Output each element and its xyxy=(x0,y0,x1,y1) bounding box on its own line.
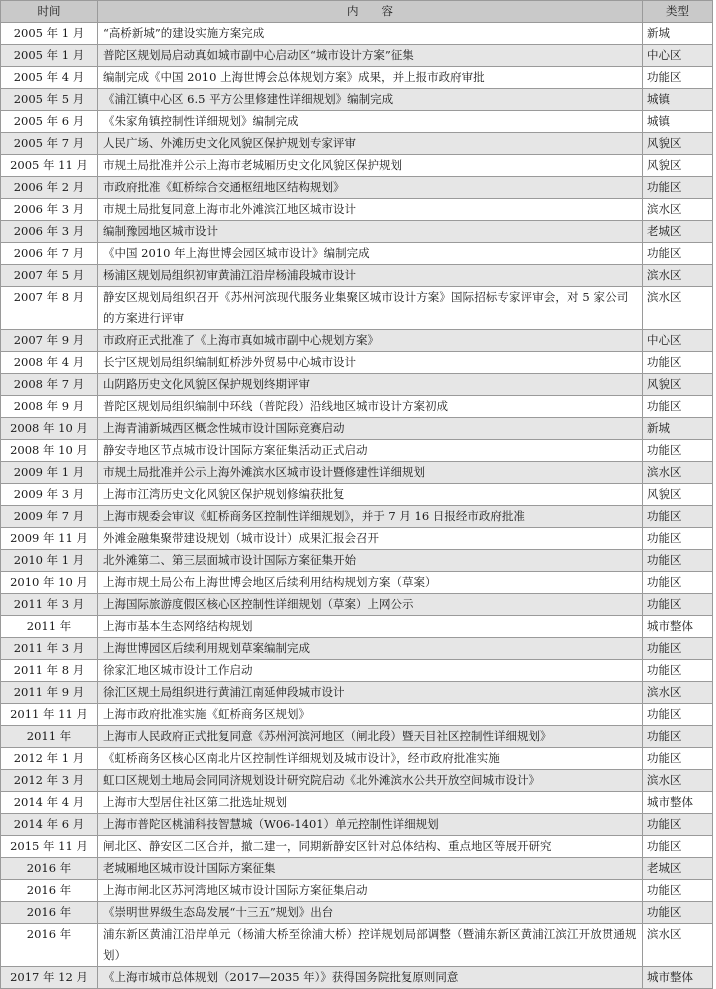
content-cell: 上海市闸北区苏河湾地区城市设计国际方案征集启动 xyxy=(98,880,643,902)
table-row xyxy=(1,221,713,243)
type-cell: 新城 xyxy=(643,23,713,45)
date-cell: 2016 年 xyxy=(1,924,98,967)
date-cell: 2010 年 10 月 xyxy=(1,572,98,594)
type-cell: 功能区 xyxy=(643,704,713,726)
content-cell: 上海国际旅游度假区核心区控制性详细规划（草案）上网公示 xyxy=(98,594,643,616)
content-cell: 普陀区规划局组织编制中环线（普陀段）沿线地区城市设计方案初成 xyxy=(98,396,643,418)
type-cell: 中心区 xyxy=(643,330,713,352)
type-cell: 功能区 xyxy=(643,550,713,572)
content-cell: 上海市基本生态网络结构规划 xyxy=(98,616,643,638)
content-cell: 市规土局批准并公示上海外滩滨水区城市设计暨修建性详细规划 xyxy=(98,462,643,484)
type-cell: 中心区 xyxy=(643,45,713,67)
type-cell: 新城 xyxy=(643,418,713,440)
content-cell: 虹口区规划土地局会同同济规划设计研究院启动《北外滩滨水公共开放空间城市设计》 xyxy=(98,770,643,792)
type-cell: 功能区 xyxy=(643,440,713,462)
date-cell: 2009 年 3 月 xyxy=(1,484,98,506)
table-row xyxy=(1,770,713,792)
date-cell: 2006 年 3 月 xyxy=(1,199,98,221)
table-row xyxy=(1,396,713,418)
table-row xyxy=(1,177,713,199)
table-row xyxy=(1,594,713,616)
date-cell: 2005 年 7 月 xyxy=(1,133,98,155)
content-cell: 《朱家角镇控制性详细规划》编制完成 xyxy=(98,111,643,133)
content-cell: 普陀区规划局启动真如城市副中心启动区“城市设计方案”征集 xyxy=(98,45,643,67)
date-cell: 2011 年 xyxy=(1,726,98,748)
date-cell: 2015 年 11 月 xyxy=(1,836,98,858)
type-cell: 功能区 xyxy=(643,396,713,418)
content-cell: 上海世博园区后续利用规划草案编制完成 xyxy=(98,638,643,660)
date-cell: 2011 年 xyxy=(1,616,98,638)
table-row xyxy=(1,265,713,287)
date-cell: 2006 年 7 月 xyxy=(1,243,98,265)
header-content: 内 容 xyxy=(98,1,643,23)
type-cell: 功能区 xyxy=(643,594,713,616)
table-row xyxy=(1,967,713,989)
content-cell: 北外滩第二、第三层面城市设计国际方案征集开始 xyxy=(98,550,643,572)
table-row xyxy=(1,682,713,704)
content-cell: 山阴路历史文化风貌区保护规划终期评审 xyxy=(98,374,643,396)
date-cell: 2014 年 4 月 xyxy=(1,792,98,814)
type-cell: 城市整体 xyxy=(643,792,713,814)
type-cell: 功能区 xyxy=(643,243,713,265)
type-cell: 滨水区 xyxy=(643,770,713,792)
header-row xyxy=(1,1,713,23)
table-row xyxy=(1,792,713,814)
type-cell: 风貌区 xyxy=(643,484,713,506)
content-cell: 上海市大型居住社区第二批选址规划 xyxy=(98,792,643,814)
date-cell: 2005 年 5 月 xyxy=(1,89,98,111)
type-cell: 功能区 xyxy=(643,528,713,550)
date-cell: 2011 年 3 月 xyxy=(1,594,98,616)
type-cell: 功能区 xyxy=(643,880,713,902)
date-cell: 2005 年 6 月 xyxy=(1,111,98,133)
type-cell: 功能区 xyxy=(643,902,713,924)
table-row xyxy=(1,462,713,484)
table-row xyxy=(1,23,713,45)
date-cell: 2009 年 11 月 xyxy=(1,528,98,550)
header-type: 类型 xyxy=(643,1,713,23)
date-cell: 2014 年 6 月 xyxy=(1,814,98,836)
content-cell: 市政府批准《虹桥综合交通枢纽地区结构规划》 xyxy=(98,177,643,199)
content-cell: 编制完成《中国 2010 上海世博会总体规划方案》成果，并上报市政府审批 xyxy=(98,67,643,89)
table-row xyxy=(1,155,713,177)
table-row xyxy=(1,660,713,682)
content-cell: 《中国 2010 年上海世博会园区城市设计》编制完成 xyxy=(98,243,643,265)
type-cell: 滨水区 xyxy=(643,462,713,484)
type-cell: 滨水区 xyxy=(643,287,713,330)
table-row xyxy=(1,814,713,836)
content-cell: 徐家汇地区城市设计工作启动 xyxy=(98,660,643,682)
date-cell: 2011 年 11 月 xyxy=(1,704,98,726)
date-cell: 2009 年 1 月 xyxy=(1,462,98,484)
content-cell: 上海市人民政府正式批复同意《苏州河滨河地区（闸北段）暨天目社区控制性详细规划》 xyxy=(98,726,643,748)
table-row xyxy=(1,836,713,858)
content-cell: 杨浦区规划局组织初审黄浦江沿岸杨浦段城市设计 xyxy=(98,265,643,287)
type-cell: 功能区 xyxy=(643,67,713,89)
date-cell: 2007 年 8 月 xyxy=(1,287,98,330)
table-row xyxy=(1,880,713,902)
table-row xyxy=(1,199,713,221)
date-cell: 2011 年 3 月 xyxy=(1,638,98,660)
type-cell: 老城区 xyxy=(643,221,713,243)
table-row xyxy=(1,352,713,374)
content-cell: 老城厢地区城市设计国际方案征集 xyxy=(98,858,643,880)
table-row xyxy=(1,902,713,924)
table-row xyxy=(1,550,713,572)
content-cell: 市规土局批复同意上海市北外滩滨江地区城市设计 xyxy=(98,199,643,221)
table-row xyxy=(1,484,713,506)
table-row xyxy=(1,638,713,660)
content-cell: “高桥新城”的建设实施方案完成 xyxy=(98,23,643,45)
date-cell: 2016 年 xyxy=(1,858,98,880)
table-row xyxy=(1,572,713,594)
content-cell: 上海市规土局公布上海世博会地区后续利用结构规划方案（草案） xyxy=(98,572,643,594)
table-row xyxy=(1,858,713,880)
table-row xyxy=(1,616,713,638)
table-row xyxy=(1,704,713,726)
date-cell: 2009 年 7 月 xyxy=(1,506,98,528)
type-cell: 滨水区 xyxy=(643,924,713,967)
date-cell: 2006 年 2 月 xyxy=(1,177,98,199)
content-cell: 闸北区、静安区二区合并，撤二建一，同期新静安区针对总体结构、重点地区等展开研究 xyxy=(98,836,643,858)
content-cell: 徐汇区规土局组织进行黄浦江南延伸段城市设计 xyxy=(98,682,643,704)
type-cell: 风貌区 xyxy=(643,133,713,155)
content-cell: 上海市规委会审议《虹桥商务区控制性详细规划》，并于 7 月 16 日报经市政府批准 xyxy=(98,506,643,528)
table-row xyxy=(1,528,713,550)
table-row xyxy=(1,924,713,967)
content-cell: 上海市政府批准实施《虹桥商务区规划》 xyxy=(98,704,643,726)
header-date: 时间 xyxy=(1,1,98,23)
type-cell: 功能区 xyxy=(643,748,713,770)
date-cell: 2008 年 10 月 xyxy=(1,418,98,440)
table-row xyxy=(1,67,713,89)
date-cell: 2016 年 xyxy=(1,902,98,924)
type-cell: 风貌区 xyxy=(643,155,713,177)
type-cell: 城镇 xyxy=(643,111,713,133)
type-cell: 滨水区 xyxy=(643,265,713,287)
table-row xyxy=(1,726,713,748)
content-cell: 《浦江镇中心区 6.5 平方公里修建性详细规划》编制完成 xyxy=(98,89,643,111)
content-cell: 市政府正式批准了《上海市真如城市副中心规划方案》 xyxy=(98,330,643,352)
content-cell: 《上海市城市总体规划（2017—2035 年）》获得国务院批复原则同意 xyxy=(98,967,643,989)
date-cell: 2006 年 3 月 xyxy=(1,221,98,243)
type-cell: 功能区 xyxy=(643,836,713,858)
type-cell: 功能区 xyxy=(643,814,713,836)
type-cell: 功能区 xyxy=(643,572,713,594)
type-cell: 功能区 xyxy=(643,352,713,374)
date-cell: 2011 年 8 月 xyxy=(1,660,98,682)
table-row xyxy=(1,89,713,111)
date-cell: 2011 年 9 月 xyxy=(1,682,98,704)
content-cell: 上海青浦新城西区概念性城市设计国际竞赛启动 xyxy=(98,418,643,440)
type-cell: 城镇 xyxy=(643,89,713,111)
content-cell: 外滩金融集聚带建设规划（城市设计）成果汇报会召开 xyxy=(98,528,643,550)
date-cell: 2017 年 12 月 xyxy=(1,967,98,989)
type-cell: 老城区 xyxy=(643,858,713,880)
type-cell: 功能区 xyxy=(643,660,713,682)
type-cell: 风貌区 xyxy=(643,374,713,396)
content-cell: 编制豫园地区城市设计 xyxy=(98,221,643,243)
table-row xyxy=(1,243,713,265)
content-cell: 《虹桥商务区核心区南北片区控制性详细规划及城市设计》，经市政府批准实施 xyxy=(98,748,643,770)
table-row xyxy=(1,287,713,330)
table-row xyxy=(1,45,713,67)
table-row xyxy=(1,330,713,352)
date-cell: 2010 年 1 月 xyxy=(1,550,98,572)
type-cell: 城市整体 xyxy=(643,967,713,989)
date-cell: 2008 年 7 月 xyxy=(1,374,98,396)
date-cell: 2012 年 1 月 xyxy=(1,748,98,770)
table-body xyxy=(1,23,713,989)
table-row xyxy=(1,111,713,133)
table-row xyxy=(1,418,713,440)
table-row xyxy=(1,506,713,528)
type-cell: 功能区 xyxy=(643,177,713,199)
type-cell: 滨水区 xyxy=(643,682,713,704)
type-cell: 功能区 xyxy=(643,638,713,660)
content-cell: 市规土局批准并公示上海市老城厢历史文化风貌区保护规划 xyxy=(98,155,643,177)
type-cell: 功能区 xyxy=(643,506,713,528)
date-cell: 2005 年 1 月 xyxy=(1,45,98,67)
date-cell: 2012 年 3 月 xyxy=(1,770,98,792)
content-cell: 静安寺地区节点城市设计国际方案征集活动正式启动 xyxy=(98,440,643,462)
content-cell: 人民广场、外滩历史文化风貌区保护规划专家评审 xyxy=(98,133,643,155)
type-cell: 滨水区 xyxy=(643,199,713,221)
content-cell: 长宁区规划局组织编制虹桥涉外贸易中心城市设计 xyxy=(98,352,643,374)
date-cell: 2008 年 10 月 xyxy=(1,440,98,462)
type-cell: 城市整体 xyxy=(643,616,713,638)
table-row xyxy=(1,440,713,462)
date-cell: 2005 年 4 月 xyxy=(1,67,98,89)
date-cell: 2005 年 11 月 xyxy=(1,155,98,177)
content-cell: 浦东新区黄浦江沿岸单元（杨浦大桥至徐浦大桥）控详规划局部调整（暨浦东新区黄浦江滨江开放贯通规划） xyxy=(98,924,643,967)
content-cell: 上海市江湾历史文化风貌区保护规划修编获批复 xyxy=(98,484,643,506)
date-cell: 2008 年 4 月 xyxy=(1,352,98,374)
content-cell: 《崇明世界级生态岛发展“十三五”规划》出台 xyxy=(98,902,643,924)
table-row xyxy=(1,133,713,155)
type-cell: 功能区 xyxy=(643,726,713,748)
date-cell: 2008 年 9 月 xyxy=(1,396,98,418)
date-cell: 2016 年 xyxy=(1,880,98,902)
content-cell: 上海市普陀区桃浦科技智慧城（W06-1401）单元控制性详细规划 xyxy=(98,814,643,836)
table-row xyxy=(1,748,713,770)
content-cell: 静安区规划局组织召开《苏州河滨现代服务业集聚区城市设计方案》国际招标专家评审会，对 5 家公司的方案进行评审 xyxy=(98,287,643,330)
date-cell: 2005 年 1 月 xyxy=(1,23,98,45)
date-cell: 2007 年 5 月 xyxy=(1,265,98,287)
table-row xyxy=(1,374,713,396)
date-cell: 2007 年 9 月 xyxy=(1,330,98,352)
